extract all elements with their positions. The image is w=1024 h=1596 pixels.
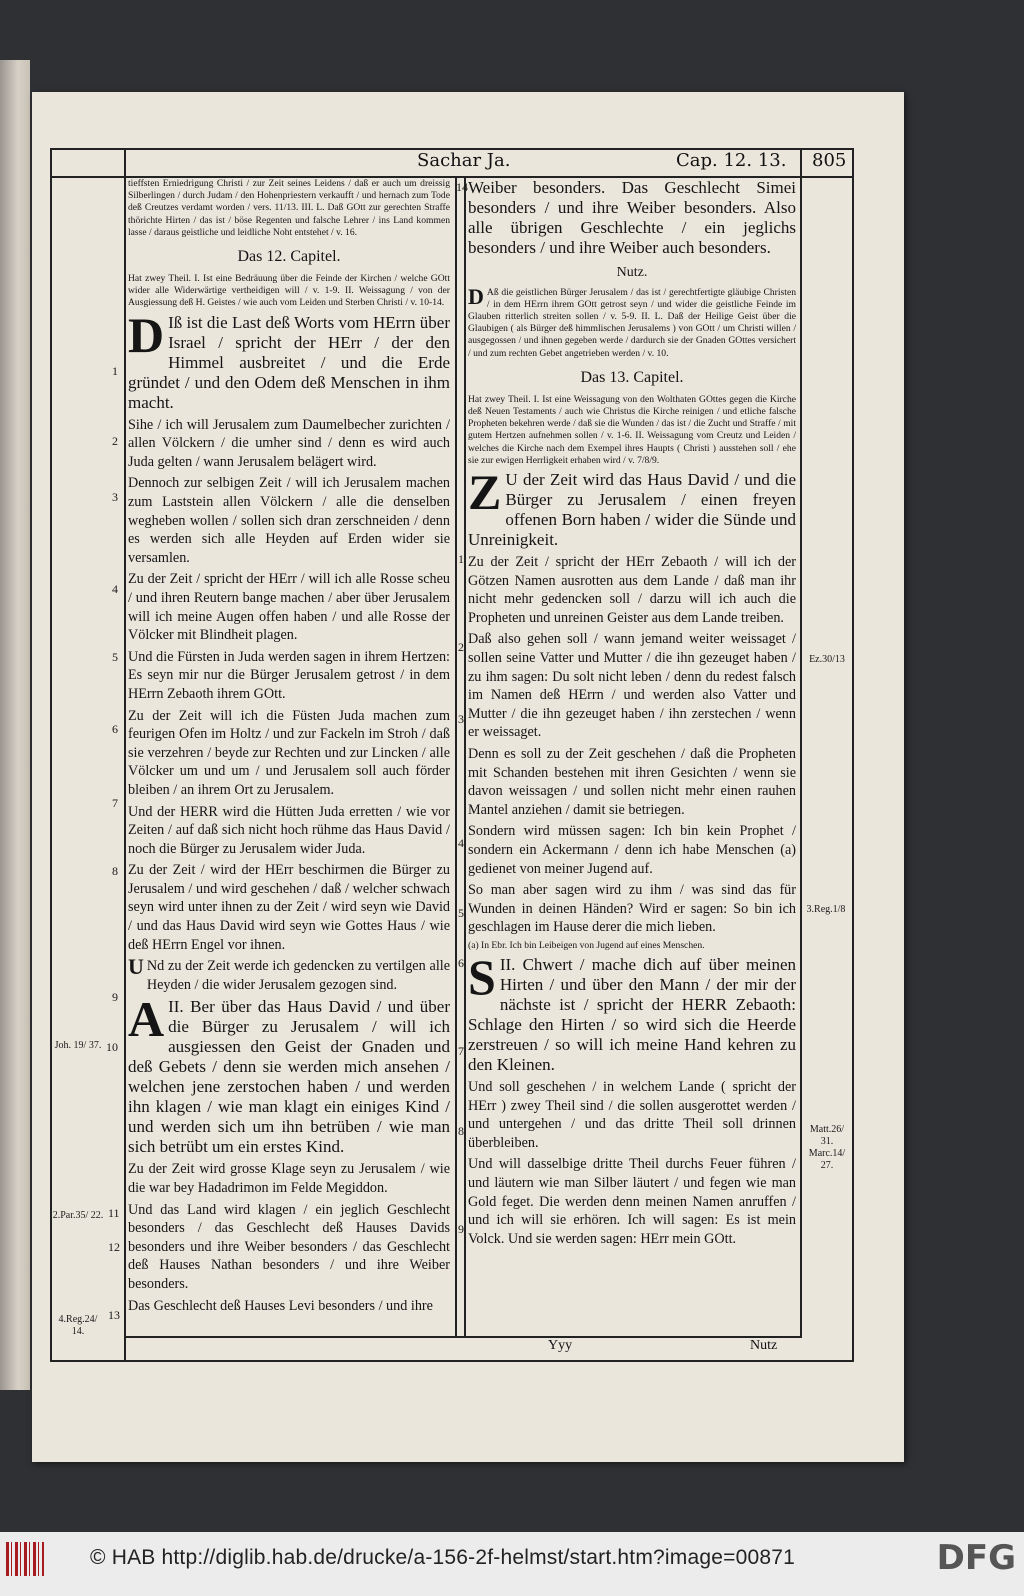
verse-13-5: Sondern wird müssen sagen: Ich bin kein Prophet / sondern ein Ackermann / denn ich habe Menschen (a) gedienet von meiner Jugend auf.: [468, 823, 796, 877]
verse-number: 7: [458, 1044, 464, 1058]
verse-number: 6: [458, 956, 464, 970]
verse-number: 1: [458, 552, 464, 566]
credit-text[interactable]: © HAB http://diglib.hab.de/drucke/a-156-2f-helmst/start.htm?image=00871: [90, 1546, 795, 1569]
verse-number: 2: [112, 434, 118, 448]
verse-12-13: Das Geschlecht deß Hauses Levi besonders / und ihre: [128, 1297, 433, 1314]
verse-number: 5: [458, 906, 464, 920]
verse-12-1: D Iß ist die Last deß Worts vom HErrn über Israel / spricht der HErr / der den Himmel ausbreitet / und die Erde gründet / und den Odem deß Menschen in ihm macht.: [128, 306, 450, 412]
page-number: 805: [812, 150, 847, 171]
footnote: (a) In Ebr. Ich bin Leibeigen von Jugend auf eines Menschen.: [468, 939, 705, 951]
barcode-icon: [6, 1542, 44, 1576]
margin-ref-joh: Joh. 19/ 37.: [54, 1040, 102, 1051]
verse-12-4: Zu der Zeit / spricht der HErr / will ich alle Rosse scheu / und ihren Reutern bange machen / aber über Jerusalem will ich meine Augen offen haben / und alle Rosse der Völcker mit Blindheit plagen.: [128, 571, 450, 644]
running-head-book: Sachar Ja.: [417, 150, 511, 171]
verse-number: 3: [112, 490, 118, 504]
dfg-logo: DFG: [936, 1538, 1016, 1578]
verse-number: 1: [112, 364, 118, 378]
rule-right-inner: [800, 148, 802, 1338]
verse-12-2: Sihe / ich will Jerusalem zum Daumelbecher zurichten / allen Völckern / die umher sind / denn es wird auch Juda gelten / wann Jerusalem belägert wird.: [128, 416, 450, 470]
verse-13-3: Daß also gehen soll / wann jemand weiter weissaget / sollen seine Vatter und Mutter / die ihn gezeuget haben / zu ihm sagen: Du solt nicht leben / denn du redest falsch im Namen deß HErrn / und werden also Vatter und Mutter / die ihn gezeuget haben / ihn zerstechen / wenn er weissaget.: [468, 631, 796, 741]
margin-ref-ez: Ez.30/13: [809, 654, 845, 665]
verse-number: 4: [458, 836, 464, 850]
verse-number: 4: [112, 582, 118, 596]
verse-13-4: Denn es soll zu der Zeit geschehen / daß die Propheten mit Schanden bestehen mit ihren Gesichten / wenn sie davon weissagen / und sollen nicht mehr einen rauhen Mantel anziehen / damit sie betriegen.: [468, 745, 796, 818]
verse-number: 8: [458, 1124, 464, 1138]
right-column: [468, 178, 796, 1338]
verse-number: 2: [458, 640, 464, 654]
verse-number: 8: [112, 864, 118, 878]
verse-13-8: Und soll geschehen / in welchem Lande ( spricht der HErr ) zwey Theil sind / die sollen ausgerottet werden / und untergehen / und das dritte Theil soll drinnen überbleiben.: [468, 1079, 796, 1151]
verse-number: 14: [456, 180, 468, 194]
previous-page-edge: [0, 60, 30, 1390]
verse-number: 9: [112, 990, 118, 1004]
chapter-12-heading: Das 12. Capitel.: [237, 248, 341, 266]
rule-right-outer: [852, 148, 854, 1360]
drop-cap: A: [128, 991, 165, 1048]
margin-ref-reg-right: 3.Reg.1/8: [806, 904, 846, 915]
signature-mark: Yyy: [548, 1338, 573, 1353]
verse-12-11: Zu der Zeit wird grosse Klage seyn zu Jerusalem / wie die war bey Hadadrimon im Felde Megiddon.: [128, 1161, 450, 1197]
rule-left-inner: [124, 148, 126, 1360]
left-column: [128, 178, 450, 1338]
nutz-text: D Aß die geistlichen Bürger Jerusalem / das ist / gerechtfertigte gläubige Christen / in dem HErrn ihrem GOtt getrost seyn / und wider die geistliche Feinde im Glauben ritterlich streiten sollen / v. 5-9. II. L. Daß der Heilige Geist über die Glaubigen ( als Bürger deß himmlischen Jerusalems ) von GOtt / um Christi willen / ausgegossen / und ihnen gegeben werde / dardurch sie der Gnaden GOttes versichert / und zum rechten Gebet angetrieben werden / v. 10.: [468, 283, 796, 359]
rule-center-left: [455, 176, 457, 1336]
verse-12-3: Dennoch zur selbigen Zeit / will ich Jerusalem machen zum Laststein allen Völckern / alle die denselben wegheben wollen / sollen sich dran zerschneiden / denn es werden sich alle Heyden auf Erden wider sie versamlen.: [128, 475, 450, 566]
credit-bar: [0, 1532, 1024, 1596]
left-top-gloss: tieffsten Erniedrigung Christi / zur Zeit seines Leidens / daß er auch um dreissig Silberlingen / durch Judam / den Hohenpriestern verkaufft / und hernach zum Tode deß Creutzes verdamt worden / vers. 11/13. III. L. Daß GOtt zur gerechten Straffe thörichte Hirten / das ist / böse Regenten und falsche Lehrer / ins Land kommen lasse / daraus geistliche und leidliche Noht entstehet / v. 16.: [128, 178, 450, 238]
margin-ref-par: 2.Par.35/ 22.: [52, 1210, 104, 1221]
verse-number: 10: [106, 1040, 118, 1054]
running-head-chapter: Cap. 12. 13.: [676, 150, 787, 171]
verse-number: 12: [108, 1240, 120, 1254]
verse-number: 6: [112, 722, 118, 736]
verse-12-14: Weiber besonders. Das Geschlecht Simei besonders / und ihre Weiber besonders. Also alle übrigen Geschlechte / ein jeglichs besonders / und ihre Weiber auch besonders.: [468, 178, 796, 257]
verse-number: 5: [112, 650, 118, 664]
verse-13-1: Z U der Zeit wird das Haus David / und die Bürger zu Jerusalem / einen freyen offenen Born haben / wider die Sünde und Unreinigkeit.: [468, 464, 796, 550]
verse-13-2: Zu der Zeit / spricht der HErr Zebaoth / will ich der Götzen Namen ausrotten aus dem Lande / daß man ihr nicht mehr gedencken soll / darzu will ich auch die Propheten und unreinen Geister aus dem Lande treiben.: [468, 554, 796, 626]
drop-cap: S: [468, 949, 496, 1006]
verse-12-5: Und die Fürsten in Juda werden sagen in ihrem Hertzen: Es seyn mir nur die Bürger Jerusalem getrost / in dem HErrn Zebaoth ihrem GOtt.: [128, 648, 450, 702]
rule-left-outer: [50, 148, 52, 1360]
verse-12-10: AII. Ber über das Haus David / und über die Bürger zu Jerusalem / will ich ausgiessen den Geist der Gnaden und deß Gebets / denn sie werden mich ansehen / welchen jene zerstochen haben / und werden ihn klagen / wie man klagt ein einiges Kind / und werden sich um ihn betrüben / wie man sich betrübt um ein erstes Kind.: [128, 991, 450, 1157]
verse-number: 13: [108, 1308, 120, 1322]
verse-number: 7: [112, 796, 118, 810]
verse-number: 11: [108, 1206, 120, 1220]
verse-13-7: SII. Chwert / mache dich auf über meinen Hirten / und über den Mann / der mir der nächste ist / spricht der HERR Zebaoth: Schlage den Hirten / so wird sich die Heerde zerstreuen / so will ich meine Hand kehren zu den Kleinen.: [468, 949, 796, 1075]
rule-center-right: [464, 176, 466, 1336]
verse-13-9: Und will dasselbige dritte Theil durchs Feuer führen / und läutern wie man Silber läutert / und fegen wie man Gold feget. Die werden denn meinen Namen anruffen / und ich will sie erhören. Ich will sagen: Es ist mein Volck. Und sie werden sagen: HErr mein GOtt.: [468, 1156, 796, 1247]
verse-12-7: Und der HERR wird die Hütten Juda erretten / wie vor Zeiten / auf daß sich nicht hoch rühme das Haus David / noch die Bürger zu Jerusalem wider Juda.: [128, 803, 450, 857]
drop-cap: Z: [468, 464, 502, 521]
margin-ref-matt: Matt.26/ 31. Marc.14/ 27.: [808, 1124, 846, 1171]
drop-cap: D: [128, 306, 165, 363]
chapter-13-heading: Das 13. Capitel.: [580, 368, 684, 386]
drop-cap: U: [128, 954, 144, 980]
catchword: Nutz: [750, 1338, 778, 1353]
verse-12-8: Zu der Zeit / wird der HErr beschirmen die Bürger zu Jerusalem / und wird geschehen / daß / welcher schwach seyn wird unter ihnen zu der Zeit / wird seyn wie David / und das Haus David wird seyn wie Gottes Haus / wie deß HErrn Engel vor ihnen.: [128, 862, 450, 953]
chapter-13-summary: Hat zwey Theil. I. Ist eine Weissagung von den Wolthaten GOttes gegen die Kirche deß Neuen Testaments / auch wie Christus die Kirche reinigen / und etliche falsche Propheten bekehren werde / daß sie die Wunden / das ist / die Zucht und Straffe / mit gutem Hertzen aufnehmen sollen / v. 1-6. II. Weissagung vom Creutz und Leiden / welches die Kirche nach dem Exempel ihres Haupts ( Christi ) ausstehen soll / ehe sie zur ewigen Herrligkeit erhaben wird / v. 7/8/9.: [468, 393, 796, 466]
nutz-heading: Nutz.: [616, 265, 648, 280]
chapter-12-summary: Hat zwey Theil. I. Ist eine Bedräuung über die Feinde der Kirchen / welche GOtt wider alle Widerwärtige vertheidigen will / v. 1-9. II. Weissagung / von der Ausgiessung deß H. Geistes / wie auch vom Leiden und Sterben Christi / v. 10-14.: [128, 273, 450, 309]
verse-12-6: Zu der Zeit will ich die Füsten Juda machen zum feurigen Ofen im Holtz / und zur Fackeln im Stroh / daß sie verzehren / beyde zur Rechten und zur Lincken / alle Völcker um und um / und Jerusalem soll auch förder bleiben / an ihrem Ort zu Jerusalem.: [128, 707, 450, 798]
margin-ref-reg-left: 4.Reg.24/ 14.: [58, 1314, 98, 1337]
verse-13-6: So man aber sagen wird zu ihm / was sind das für Wunden in deinen Händen? Wird er sagen: So bin ich geschlagen im Hause derer die mich lieben.: [468, 882, 796, 936]
verse-number: 3: [458, 712, 464, 726]
drop-cap: D: [468, 283, 484, 309]
verse-number: 9: [458, 1222, 464, 1236]
verse-12-12: Und das Land wird klagen / ein jeglich Geschlecht besonders / das Geschlecht deß Hauses Davids besonders und ihre Weiber besonders / das Geschlecht deß Hauses Nathan besonders / und ihre Weiber besonders.: [128, 1201, 450, 1292]
verse-12-9: U Nd zu der Zeit werde ich gedencken zu vertilgen alle Heyden / die wider Jerusalem gezogen sind.: [128, 954, 450, 993]
